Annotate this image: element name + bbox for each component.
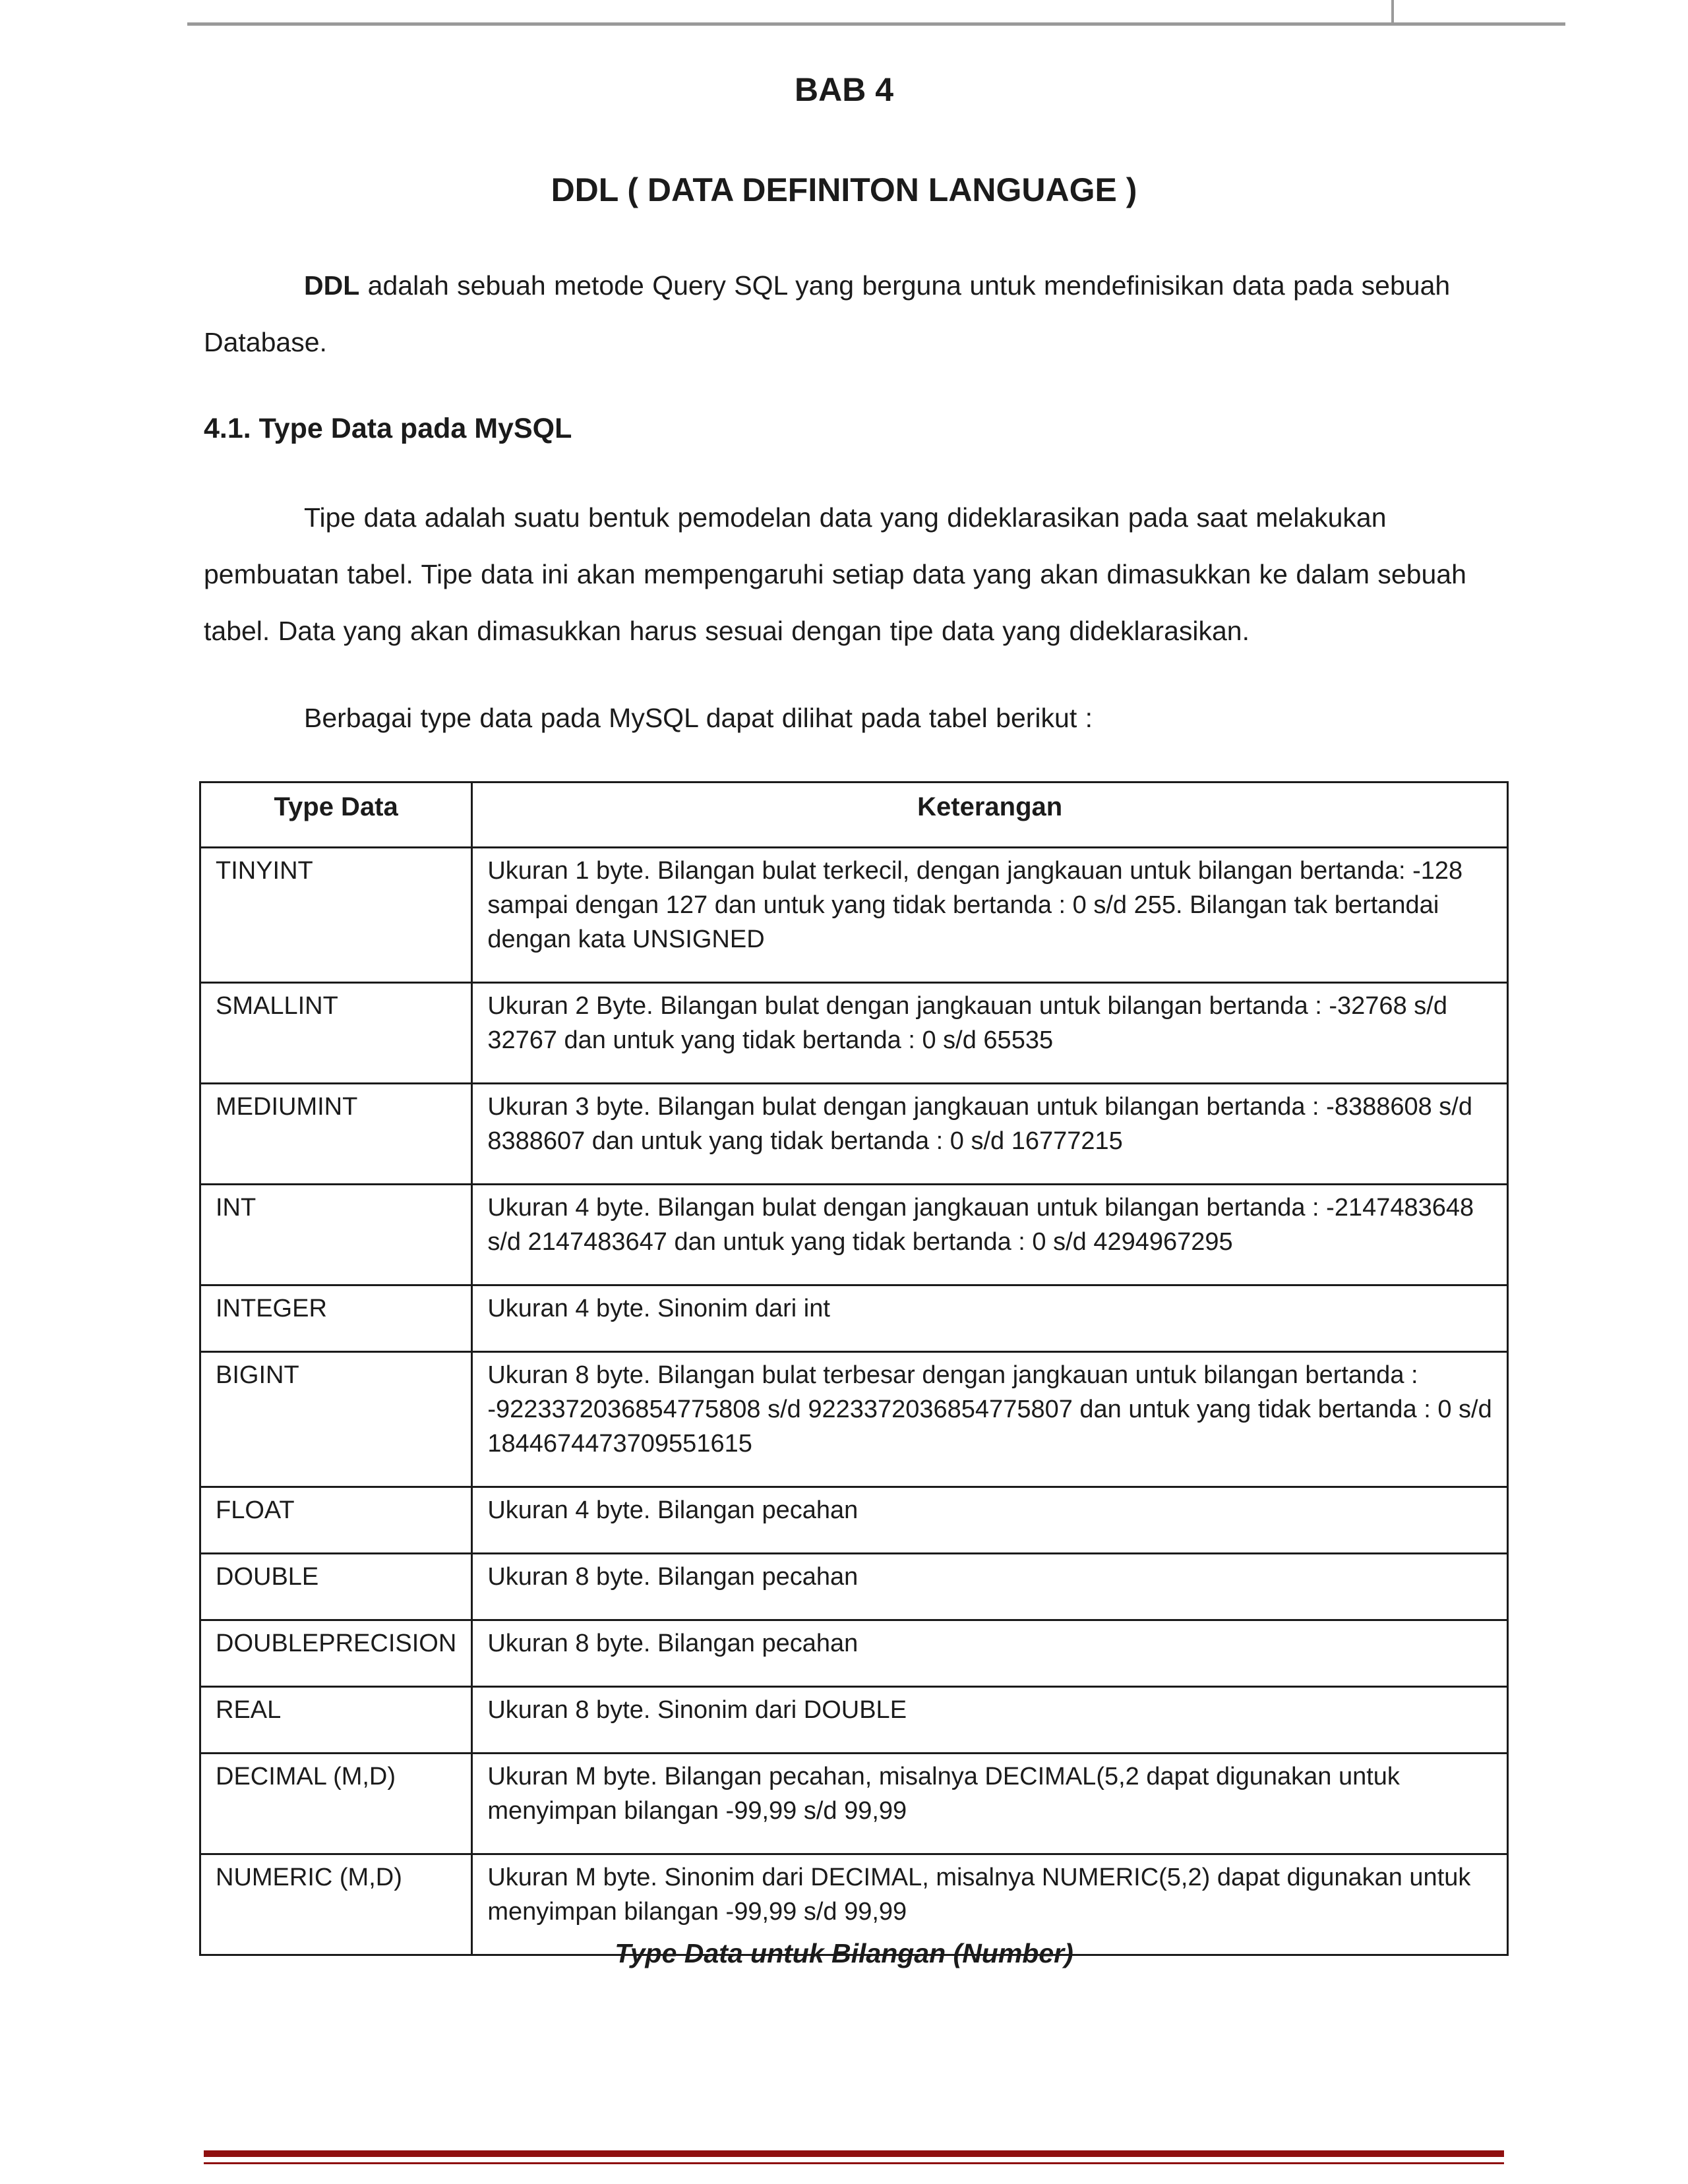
table-row <box>200 848 1508 983</box>
page-title: DDL ( DATA DEFINITON LANGUAGE ) <box>551 171 1137 208</box>
column-header-type: Type Data <box>200 782 472 848</box>
type-cell: REAL <box>200 1687 472 1754</box>
type-cell: DOUBLEPRECISION <box>200 1620 472 1687</box>
table-row <box>200 1285 1508 1352</box>
description-cell: Ukuran 4 byte. Bilangan pecahan <box>472 1487 1508 1554</box>
header-rule-tick <box>1391 0 1394 24</box>
footer-rule-thin <box>204 2162 1504 2164</box>
body-paragraph-data-types: Tipe data adalah suatu bentuk pemodelan data yang dideklarasikan pada saat melakukan pembuatan tabel. Tipe data ini akan mempengaruhi setiap data yang akan dimasukkan ke dalam sebuah tabel. Data yang akan dimasukkan harus sesuai dengan tipe data yang dideklarasikan. <box>204 502 1466 646</box>
description-cell: Ukuran 8 byte. Bilangan pecahan <box>472 1554 1508 1620</box>
column-header-description: Keterangan <box>472 782 1508 848</box>
type-cell: MEDIUMINT <box>200 1084 472 1185</box>
body-paragraph-table-intro: Berbagai type data pada MySQL dapat dilihat pada tabel berikut : <box>304 703 1093 733</box>
type-cell: NUMERIC (M,D) <box>200 1854 472 1955</box>
type-cell: DOUBLE <box>200 1554 472 1620</box>
table-row <box>200 983 1508 1084</box>
table-row <box>200 1185 1508 1285</box>
table-row <box>200 1620 1508 1687</box>
table-row <box>200 1084 1508 1185</box>
footer-rule-thick <box>204 2150 1504 2157</box>
table-header-row <box>200 782 1508 848</box>
chapter-heading: BAB 4 <box>794 71 894 108</box>
type-cell: INT <box>200 1185 472 1285</box>
type-cell: DECIMAL (M,D) <box>200 1754 472 1854</box>
table-row <box>200 1554 1508 1620</box>
table-row <box>200 1352 1508 1487</box>
description-cell: Ukuran 2 Byte. Bilangan bulat dengan jangkauan untuk bilangan bertanda : -32768 s/d 32767 dan untuk yang tidak bertanda : 0 s/d 65535 <box>472 983 1508 1084</box>
type-cell: BIGINT <box>200 1352 472 1487</box>
description-cell: Ukuran M byte. Bilangan pecahan, misalnya DECIMAL(5,2 dapat digunakan untuk menyimpan bilangan -99,99 s/d 99,99 <box>472 1754 1508 1854</box>
type-cell: TINYINT <box>200 848 472 983</box>
description-cell: Ukuran 4 byte. Sinonim dari int <box>472 1285 1508 1352</box>
intro-text: adalah sebuah metode Query SQL yang berguna untuk mendefinisikan data pada sebuah Database. <box>204 270 1451 357</box>
description-cell: Ukuran 8 byte. Bilangan bulat terbesar dengan jangkauan untuk bilangan bertanda : -9223372036854775808 s/d 9223372036854775807 dan untuk yang tidak bertanda : 0 s/d 1844674473709551615 <box>472 1352 1508 1487</box>
type-cell: FLOAT <box>200 1487 472 1554</box>
table-row <box>200 1487 1508 1554</box>
data-type-table <box>199 781 1509 1956</box>
section-heading: 4.1. Type Data pada MySQL <box>204 413 572 444</box>
description-cell: Ukuran 4 byte. Bilangan bulat dengan jangkauan untuk bilangan bertanda : -2147483648 s/d 2147483647 dan untuk yang tidak bertanda : 0 s/d 4294967295 <box>472 1185 1508 1285</box>
description-cell: Ukuran 8 byte. Bilangan pecahan <box>472 1620 1508 1687</box>
description-cell: Ukuran 1 byte. Bilangan bulat terkecil, dengan jangkauan untuk bilangan bertanda: -128 sampai dengan 127 dan untuk yang tidak bertanda : 0 s/d 255. Bilangan tak bertandai dengan kata UNSIGNED <box>472 848 1508 983</box>
table-row <box>200 1754 1508 1854</box>
header-rule <box>187 22 1565 26</box>
description-cell: Ukuran M byte. Sinonim dari DECIMAL, misalnya NUMERIC(5,2) dapat digunakan untuk menyimpan bilangan -99,99 s/d 99,99 <box>472 1854 1508 1955</box>
description-cell: Ukuran 3 byte. Bilangan bulat dengan jangkauan untuk bilangan bertanda : -8388608 s/d 8388607 dan untuk yang tidak bertanda : 0 s/d 16777215 <box>472 1084 1508 1185</box>
intro-term: DDL <box>304 270 360 301</box>
description-cell: Ukuran 8 byte. Sinonim dari DOUBLE <box>472 1687 1508 1754</box>
table-caption: Type Data untuk Bilangan (Number) <box>615 1938 1073 1968</box>
intro-paragraph <box>204 257 1509 370</box>
type-cell: INTEGER <box>200 1285 472 1352</box>
type-cell: SMALLINT <box>200 983 472 1084</box>
table-row <box>200 1687 1508 1754</box>
